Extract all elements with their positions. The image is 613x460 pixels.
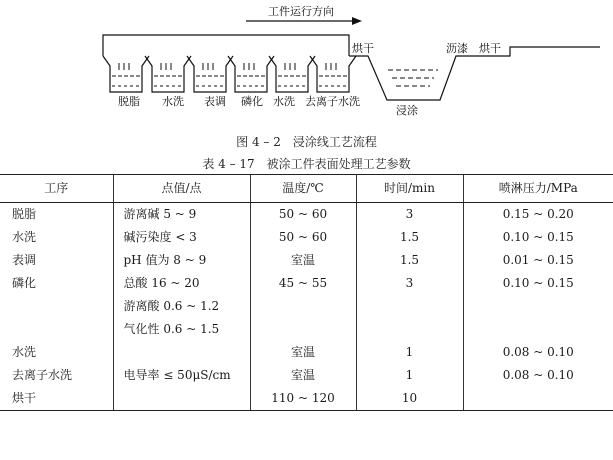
table-cell: 室温 bbox=[250, 364, 356, 387]
table-cell: 110 ~ 120 bbox=[250, 387, 356, 411]
table-cell: 45 ~ 55 bbox=[250, 272, 356, 295]
dip-tank-liquid bbox=[388, 70, 438, 86]
column-header: 时间/min bbox=[356, 175, 463, 203]
table-row bbox=[0, 318, 613, 341]
tank bbox=[145, 56, 191, 92]
figure-caption: 图 4 – 2 浸涂线工艺流程 bbox=[236, 135, 377, 149]
tank bbox=[269, 56, 315, 92]
table-row bbox=[0, 387, 613, 411]
table-cell bbox=[356, 295, 463, 318]
table-cell: 50 ~ 60 bbox=[250, 203, 356, 227]
table-cell bbox=[250, 295, 356, 318]
table-cell: 0.10 ~ 0.15 bbox=[463, 226, 613, 249]
stage-label: 水洗 bbox=[162, 95, 184, 108]
table-cell: 磷化 bbox=[12, 276, 37, 290]
table-cell: 电导率 ≤ 50μS/cm bbox=[113, 364, 250, 387]
table-row bbox=[0, 249, 613, 272]
table-cell: 0.15 ~ 0.20 bbox=[463, 203, 613, 227]
table-cell: 碱污染度 < 3 bbox=[113, 226, 250, 249]
stage-label: 水洗 bbox=[273, 95, 295, 108]
table-cell: 总酸 16 ~ 20 bbox=[113, 272, 250, 295]
table-row bbox=[0, 341, 613, 364]
table-cell bbox=[113, 341, 250, 364]
table-cell bbox=[250, 318, 356, 341]
column-header: 点值/点 bbox=[113, 175, 250, 203]
direction-arrow bbox=[246, 17, 362, 25]
table-header-row bbox=[0, 175, 613, 203]
table-cell: 1 bbox=[356, 364, 463, 387]
table-cell bbox=[463, 318, 613, 341]
tank bbox=[103, 56, 149, 92]
stage-label: 磷化 bbox=[241, 95, 263, 108]
table-cell: 室温 bbox=[250, 249, 356, 272]
direction-label: 工件运行方向 bbox=[268, 5, 334, 18]
stage-label: 去离子水洗 bbox=[305, 95, 360, 108]
stage-label: 脱脂 bbox=[118, 95, 140, 108]
table-cell: 0.08 ~ 0.10 bbox=[463, 364, 613, 387]
process-parameters-table bbox=[0, 174, 613, 411]
table-cell: 水洗 bbox=[12, 345, 37, 359]
table-cell: 10 bbox=[356, 387, 463, 411]
table-cell: 1 bbox=[356, 341, 463, 364]
table-cell: 0.01 ~ 0.15 bbox=[463, 249, 613, 272]
column-header: 温度/℃ bbox=[250, 175, 356, 203]
table-cell: 烘干 bbox=[0, 387, 113, 411]
table-row bbox=[0, 272, 613, 295]
table-cell bbox=[113, 387, 250, 411]
table-row bbox=[0, 364, 613, 387]
treatment-tanks bbox=[103, 56, 356, 92]
table-cell: 游离酸 0.6 ~ 1.2 bbox=[113, 295, 250, 318]
stage-label: 表调 bbox=[204, 95, 226, 108]
table-caption: 表 4 – 17 被涂工件表面处理工艺参数 bbox=[202, 157, 411, 171]
table-cell bbox=[356, 318, 463, 341]
table-cell: 室温 bbox=[250, 341, 356, 364]
tank bbox=[228, 56, 274, 92]
process-flow-diagram bbox=[0, 0, 613, 126]
table-cell bbox=[463, 295, 613, 318]
table-cell: 1.5 bbox=[356, 249, 463, 272]
table-cell bbox=[0, 295, 113, 318]
dip-label: 浸涂 bbox=[396, 104, 418, 117]
bake-label: 烘干 bbox=[479, 42, 501, 55]
drip-label: 沥漆 bbox=[446, 42, 468, 55]
table-cell bbox=[463, 387, 613, 411]
table-cell: 3 bbox=[356, 272, 463, 295]
table-cell: 50 ~ 60 bbox=[250, 226, 356, 249]
table-cell: pH 值为 8 ~ 9 bbox=[113, 249, 250, 272]
bake-label: 烘干 bbox=[352, 42, 374, 55]
table-cell: 游离碱 5 ~ 9 bbox=[113, 203, 250, 227]
table-cell: 0.08 ~ 0.10 bbox=[463, 341, 613, 364]
table-cell: 1.5 bbox=[356, 226, 463, 249]
tank bbox=[187, 56, 233, 92]
table-row bbox=[0, 226, 613, 249]
table-cell: 表调 bbox=[12, 253, 37, 267]
column-header: 工序 bbox=[0, 175, 113, 203]
tank bbox=[310, 56, 356, 92]
table-cell: 去离子水洗 bbox=[12, 368, 73, 382]
table-cell: 水洗 bbox=[12, 230, 37, 244]
table-cell: 3 bbox=[356, 203, 463, 227]
column-header: 喷淋压力/MPa bbox=[463, 175, 613, 203]
table-row bbox=[0, 295, 613, 318]
table-cell: 脱脂 bbox=[12, 207, 37, 221]
table-cell: 气化性 0.6 ~ 1.5 bbox=[113, 318, 250, 341]
table-row bbox=[0, 203, 613, 227]
table-cell bbox=[0, 318, 113, 341]
table-cell: 0.10 ~ 0.15 bbox=[463, 272, 613, 295]
